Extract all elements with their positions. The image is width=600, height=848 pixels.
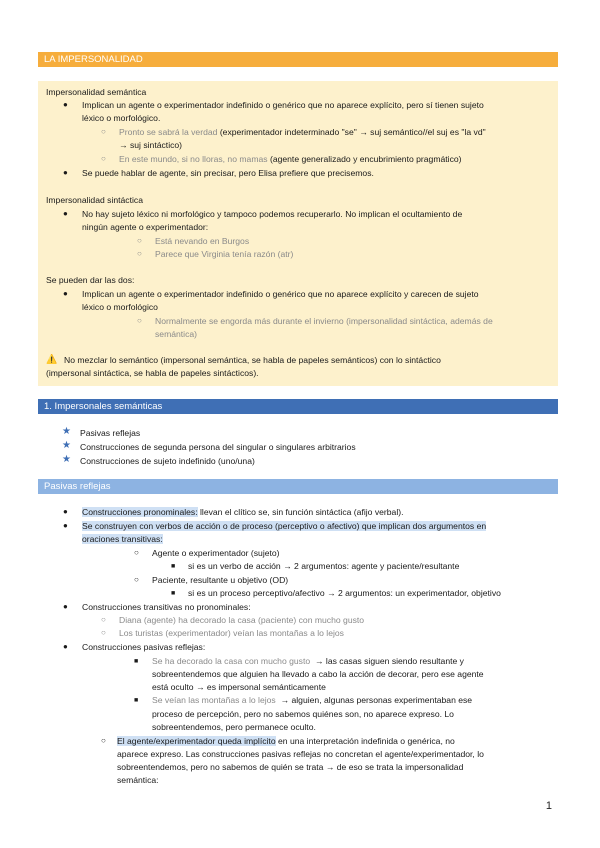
bullet-icon: ● <box>63 602 68 611</box>
section1-item: Pasivas reflejas <box>80 428 141 438</box>
circle-bullet-icon: ○ <box>134 575 139 584</box>
bullet-icon: ● <box>63 642 68 651</box>
bullet-icon: ● <box>63 168 68 177</box>
square-bullet-icon: ■ <box>171 590 176 597</box>
bullet-icon: ● <box>63 100 68 109</box>
pasivas-sub2a: si es un proceso perceptivo/afectivo → 2 argumentos: un experimentador, objetivo <box>188 588 501 598</box>
section1-band: 1. Impersonales semánticas <box>38 399 558 414</box>
pasivas-sub1: Agente o experimentador (sujeto) <box>152 548 280 558</box>
pasivas-p4b-l1: Se veían las montañas a lo lejos → alguien, algunas personas experimentaban ese <box>152 695 473 705</box>
pasivas-p4: Construcciones pasivas reflejas: <box>82 642 206 652</box>
pasivas-p3a: Diana (agente) ha decorado la casa (paciente) con mucho gusto <box>119 615 365 625</box>
pasivas-p4a-l2: sobreentendemos que alguien ha llevado a cabo la acción de decorar, pero ese agente <box>152 669 484 679</box>
pasivas-p3b: Los turistas (experimentador) veían las montañas a lo lejos <box>119 628 344 638</box>
bullet-icon: ● <box>63 507 68 516</box>
semantica-b1-l2: léxico o morfológico. <box>82 113 161 123</box>
pasivas-p2-l1: Se construyen con verbos de acción o de proceso (perceptivo o afectivo) que implican dos argumentos en <box>82 521 487 531</box>
bullet-icon: ● <box>63 209 68 218</box>
pasivas-p5-l2: aparece expreso. Las construcciones pasivas reflejas no concretan el agente/experimentador, lo <box>117 749 484 759</box>
circle-bullet-icon: ○ <box>101 615 106 624</box>
square-bullet-icon: ■ <box>171 563 176 570</box>
sintactica-b1-l1: No hay sujeto léxico ni morfológico y tampoco podemos recuperarlo. No implican el ocultamiento de <box>82 209 463 219</box>
pasivas-p4a-l1: Se ha decorado la casa con mucho gusto → las casas siguen siendo resultante y <box>152 656 464 666</box>
circle-bullet-icon: ○ <box>137 316 142 325</box>
section1-item: Construcciones de segunda persona del singular o singulares arbitrarios <box>80 442 356 452</box>
pasivas-p3: Construcciones transitivas no pronominales: <box>82 602 251 612</box>
ambas-ex1-l1: Normalmente se engorda más durante el invierno (impersonalidad sintáctica, además de <box>155 316 493 326</box>
sintactica-heading: Impersonalidad sintáctica <box>46 195 143 205</box>
star-icon: ★ <box>62 440 71 451</box>
pasivas-p4b-l3: sobreentendemos, pero permanece oculto. <box>152 722 316 732</box>
warning-line1: No mezclar lo semántico (impersonal semántica, se habla de papeles semánticos) con lo sintáctico <box>64 355 441 365</box>
ambas-b1-l2: léxico o morfológico <box>82 302 158 312</box>
circle-bullet-icon: ○ <box>134 548 139 557</box>
sintactica-ex2: Parece que Virginia tenía razón (atr) <box>155 249 294 259</box>
semantica-b1-l1: Implican un agente o experimentador indefinido o genérico que no aparece explícito, pero sí tienen sujeto <box>82 100 484 110</box>
star-icon: ★ <box>62 454 71 465</box>
semantica-ex1: Pronto se sabrá la verdad (experimentador indeterminado "se" → suj semántico//el suj es "la vd" <box>119 127 486 137</box>
pasivas-p2-l2: oraciones transitivas: <box>82 534 163 544</box>
ambas-heading: Se pueden dar las dos: <box>46 275 135 285</box>
pasivas-sub1a: si es un verbo de acción → 2 argumentos: agente y paciente/resultante <box>188 561 460 571</box>
bullet-icon: ● <box>63 521 68 530</box>
bullet-icon: ● <box>63 289 68 298</box>
title-band: LA IMPERSONALIDAD <box>38 52 558 67</box>
pasivas-p5-l4: semántica: <box>117 775 159 785</box>
warning-line2: (impersonal sintáctica, se habla de papeles sintácticos). <box>46 368 259 378</box>
semantica-ex1-l2: → suj sintáctico) <box>119 140 183 150</box>
square-bullet-icon: ■ <box>134 658 139 665</box>
star-icon: ★ <box>62 426 71 437</box>
sintactica-ex1: Está nevando en Burgos <box>155 236 250 246</box>
pasivas-p1: Construcciones pronominales: llevan el clítico se, sin función sintáctica (afijo verbal). <box>82 507 404 517</box>
pasivas-p4b-l2: proceso de percepción, pero no sabemos quiénes son, no aparece expreso. Lo <box>152 709 454 719</box>
semantica-heading: Impersonalidad semántica <box>46 87 147 97</box>
pasivas-band: Pasivas reflejas <box>38 479 558 494</box>
semantica-b2: Se puede hablar de agente, sin precisar, pero Elisa prefiere que precisemos. <box>82 168 374 178</box>
pasivas-p5-l1: El agente/experimentador queda implícito en una interpretación indefinida o genérica, no <box>117 736 455 746</box>
semantica-ex2: En este mundo, si no lloras, no mamas (agente generalizado y encubrimiento pragmático) <box>119 154 462 164</box>
pasivas-p4a-l3: está oculto → es impersonal semánticamente <box>152 682 326 692</box>
ambas-ex1-l2: semántica) <box>155 329 198 339</box>
section1-item: Construcciones de sujeto indefinido (uno/una) <box>80 456 255 466</box>
sintactica-b1-l2: ningún agente o experimentador: <box>82 222 209 232</box>
square-bullet-icon: ■ <box>134 697 139 704</box>
circle-bullet-icon: ○ <box>101 736 106 745</box>
circle-bullet-icon: ○ <box>101 628 106 637</box>
ambas-b1-l1: Implican un agente o experimentador indefinido o genérico que no aparece explícito y carecen de sujeto <box>82 289 479 299</box>
pasivas-sub2: Paciente, resultante u objetivo (OD) <box>152 575 289 585</box>
circle-bullet-icon: ○ <box>101 154 106 163</box>
pasivas-p5-l3: sobreentendemos, pero no sabemos de quién se trata → de eso se trata la impersonalidad <box>117 762 464 772</box>
warning-icon: ⚠️ <box>46 354 58 364</box>
circle-bullet-icon: ○ <box>137 236 142 245</box>
page-number: 1 <box>545 800 552 812</box>
circle-bullet-icon: ○ <box>137 249 142 258</box>
circle-bullet-icon: ○ <box>101 127 106 136</box>
